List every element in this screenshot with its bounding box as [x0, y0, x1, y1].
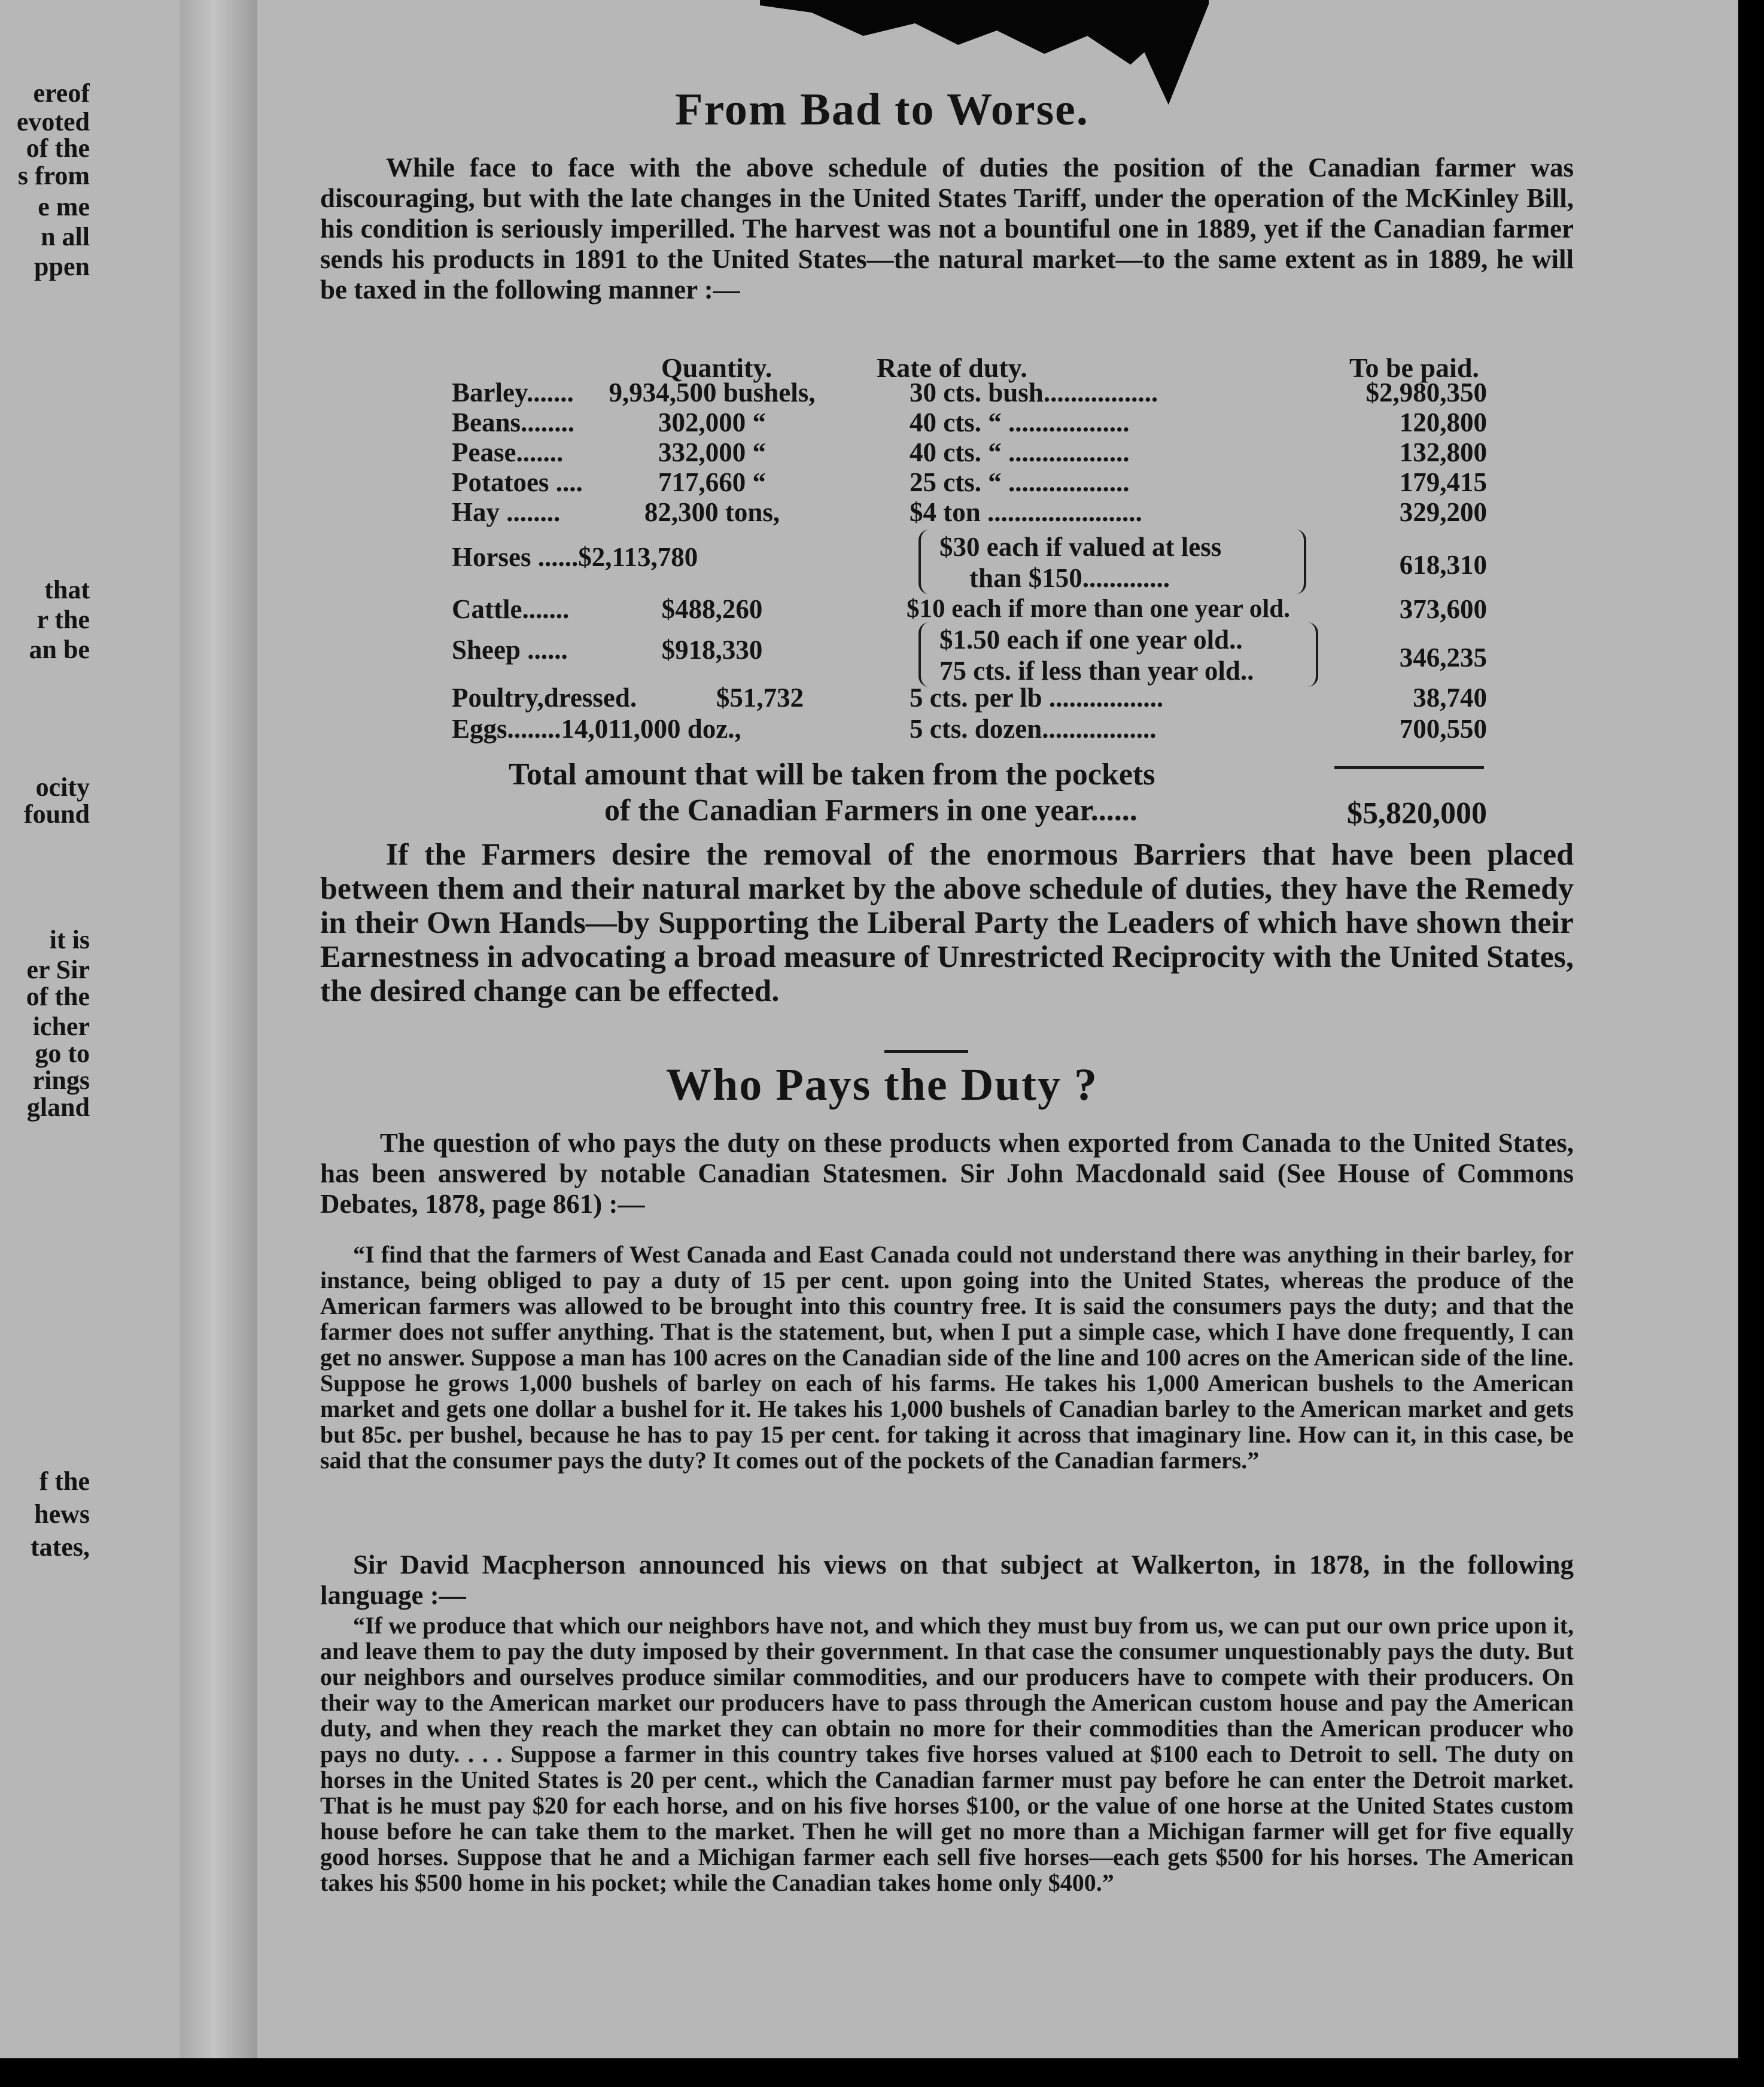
- table-row-rate: 40 cts. “ ..................: [910, 437, 1130, 467]
- table-row-quantity: $918,330: [661, 635, 763, 665]
- fragment-text: e me: [38, 192, 90, 221]
- table-row-rate: 5 cts. per lb .................: [910, 683, 1164, 713]
- table-row-paid: 329,200: [1399, 497, 1487, 527]
- table-row-quantity: 302,000 “: [658, 407, 766, 437]
- table-row-quantity: $51,732: [716, 683, 804, 713]
- fragment-text: icher: [32, 1012, 90, 1041]
- page-fold: [180, 0, 257, 2058]
- table-row-rate: $10 each if more than one year old.: [907, 595, 1290, 623]
- table-row-rate: 40 cts. “ ..................: [910, 407, 1130, 437]
- fragment-text: go to: [35, 1039, 90, 1068]
- table-row-paid: 179,415: [1399, 467, 1487, 497]
- table-row-item: Pease.......: [452, 437, 564, 467]
- macpherson-intro: Sir David Macpherson announced his views on that subject at Walkerton, in 1878, in the following language :—: [320, 1550, 1574, 1610]
- table-row-item: Beans........: [452, 407, 575, 437]
- table-row-item: Horses ......$2,113,780: [452, 542, 698, 572]
- fragment-text: it is: [49, 925, 90, 954]
- table-row-paid: $2,980,350: [1365, 378, 1487, 407]
- table-row-rate: 5 cts. dozen.................: [910, 714, 1157, 744]
- table-row-paid: 38,740: [1413, 683, 1487, 713]
- fragment-text: ppen: [34, 252, 90, 281]
- fragment-text: an be: [29, 635, 90, 664]
- table-row-quantity: 9,934,500 bushels,: [609, 378, 816, 407]
- table-row-rate: 25 cts. “ ..................: [910, 467, 1130, 497]
- table-row-item: Poultry,dressed.: [452, 683, 637, 713]
- fragment-text: of the: [26, 982, 90, 1011]
- fragment-text: r the: [37, 605, 90, 634]
- table-row-rate: $30 each if valued at less: [939, 532, 1222, 562]
- fragment-text: tates,: [31, 1532, 90, 1562]
- table-row-item: Potatoes ....: [452, 467, 583, 497]
- table-row-rate: than $150.............: [969, 563, 1170, 593]
- total-rule: [1334, 766, 1484, 769]
- table-row-paid: 346,235: [1399, 643, 1487, 673]
- fragment-text: hews: [34, 1499, 90, 1529]
- fragment-text: of the: [26, 133, 90, 163]
- fragment-text: f the: [39, 1467, 90, 1496]
- table-row-paid: 132,800: [1399, 437, 1487, 467]
- intro-paragraph: While face to face with the above schedule of duties the position of the Canadian farmer was discouraging, but with the late changes in the United States Tariff, under the operation of the McKinley Bill, his condition is seriously imperilled. The harvest was not a bountiful one in 1889, yet if the Canadian farmer sends his products in 1891 to the United States—the natural market—to the same extent as in 1889, he will be taxed in the following manner :—: [320, 153, 1574, 305]
- table-row-quantity: $488,260: [661, 594, 763, 624]
- total-label: of the Canadian Farmers in one year......: [604, 793, 1138, 828]
- table-row-paid: 120,800: [1399, 407, 1487, 437]
- table-row-item: Cattle.......: [452, 594, 570, 624]
- table-row-item: Barley.......: [452, 378, 574, 407]
- fragment-text: evoted: [16, 107, 90, 136]
- table-row-rate: 30 cts. bush.................: [910, 378, 1158, 407]
- fragment-text: found: [23, 799, 90, 829]
- fragment-text: n all: [41, 222, 90, 251]
- table-row-quantity: 82,300 tons,: [644, 497, 780, 527]
- table-row-item: Sheep ......: [452, 635, 568, 665]
- fragment-text: er Sir: [26, 955, 90, 984]
- section-divider: [884, 1050, 968, 1053]
- table-row-item: Hay ........: [452, 497, 561, 527]
- fragment-text: ereof: [33, 78, 90, 108]
- fragment-text: s from: [17, 161, 90, 190]
- section-title: Who Pays the Duty ?: [665, 1060, 1099, 1110]
- section-title: From Bad to Worse.: [675, 84, 1089, 135]
- quote-macdonald: “I find that the farmers of West Canada and East Canada could not understand there was anything in their barley, for instance, being obliged to pay a duty of 15 per cent. upon going into the United States, whereas the produce of the American farmers was allowed to be brought into this country free. It is said the consumers pays the duty; and that the farmer does not suffer anything. That is the statement, but, when I put a simple case, which I have done frequently, I can get no answer. Suppose a man has 100 acres on the Canadian side of the line and 100 acres on the American side of the line. Suppose he grows 1,000 bushels of barley on each of his farms. He takes his 1,000 American bushels to the American market and gets one dollar a bushel for it. He takes his 1,000 bushels of Canadian barley to the American market and gets but 85c. per bushel, because he has to pay 15 per cent. for taking it across that imaginary line. How can it, in this case, be said that the consumer pays the duty? It comes out of the pockets of the Canadian farmers.”: [320, 1241, 1574, 1474]
- table-row-quantity: 332,000 “: [658, 437, 766, 467]
- closing-paragraph: If the Farmers desire the removal of the enormous Barriers that have been placed between them and their natural market by the above schedule of duties, they have the Remedy in their Own Hands—by Supporting the Liberal Party the Leaders of which have shown their Earnestness in advocating a broad measure of Unrestricted Reciprocity with the United States, the desired change can be effected.: [320, 838, 1574, 1008]
- column-header-quantity: Quantity.: [661, 352, 772, 383]
- table-row-paid: 373,600: [1399, 594, 1487, 624]
- intro-paragraph: The question of who pays the duty on these products when exported from Canada to the United States, has been answered by notable Canadian Statesmen. Sir John Macdonald said (See House of Commons Debates, 1878, page 861) :—: [320, 1128, 1574, 1219]
- column-header-rate: Rate of duty.: [877, 352, 1027, 383]
- fragment-text: that: [44, 575, 90, 604]
- table-row-paid: 618,310: [1399, 550, 1487, 580]
- fragment-text: ocity: [35, 772, 90, 802]
- table-row-item: Eggs........14,011,000 doz.,: [452, 714, 741, 744]
- total-label: Total amount that will be taken from the pockets: [509, 757, 1155, 792]
- table-row-rate: 75 cts. if less than year old..: [939, 656, 1254, 686]
- table-row-rate: $1.50 each if one year old..: [939, 625, 1243, 655]
- fragment-text: gland: [26, 1093, 90, 1122]
- column-header-paid: To be paid.: [1349, 352, 1479, 383]
- quote-macpherson: “If we produce that which our neighbors have not, and which they must buy from us, we can put our own price upon it, and leave them to pay the duty imposed by their government. In that case the consumer unquestionably pays the duty. But our neighbors and ourselves produce similar commodities, and our producers have to compete with their producers. On their way to the American market our producers have to pass through the American custom house and pay the American duty, and when they reach the market they can obtain no more for their commodities than the American producer who pays no duty. . . . Suppose a farmer in this country takes five horses valued at $100 each to Detroit to sell. The duty on horses in the United States is 20 per cent., which the Canadian farmer must pay before he can enter the Detroit market. That is he must pay $20 for each horse, and on his five horses $100, or the value of one horse at the United States custom house before he can take them to the market. Then he will get no more than a Michigan farmer will get for five equally good horses. Suppose that he and a Michigan farmer each sell five horses—each gets $500 for his horses. The American takes his $500 home in his pocket; while the Canadian takes home only $400.”: [320, 1612, 1574, 1896]
- total-value: $5,820,000: [1347, 796, 1487, 830]
- table-row-paid: 700,550: [1399, 714, 1487, 744]
- table-row-quantity: 717,660 “: [658, 467, 766, 497]
- table-row-rate: $4 ton .......................: [910, 497, 1142, 527]
- fragment-text: rings: [32, 1066, 90, 1095]
